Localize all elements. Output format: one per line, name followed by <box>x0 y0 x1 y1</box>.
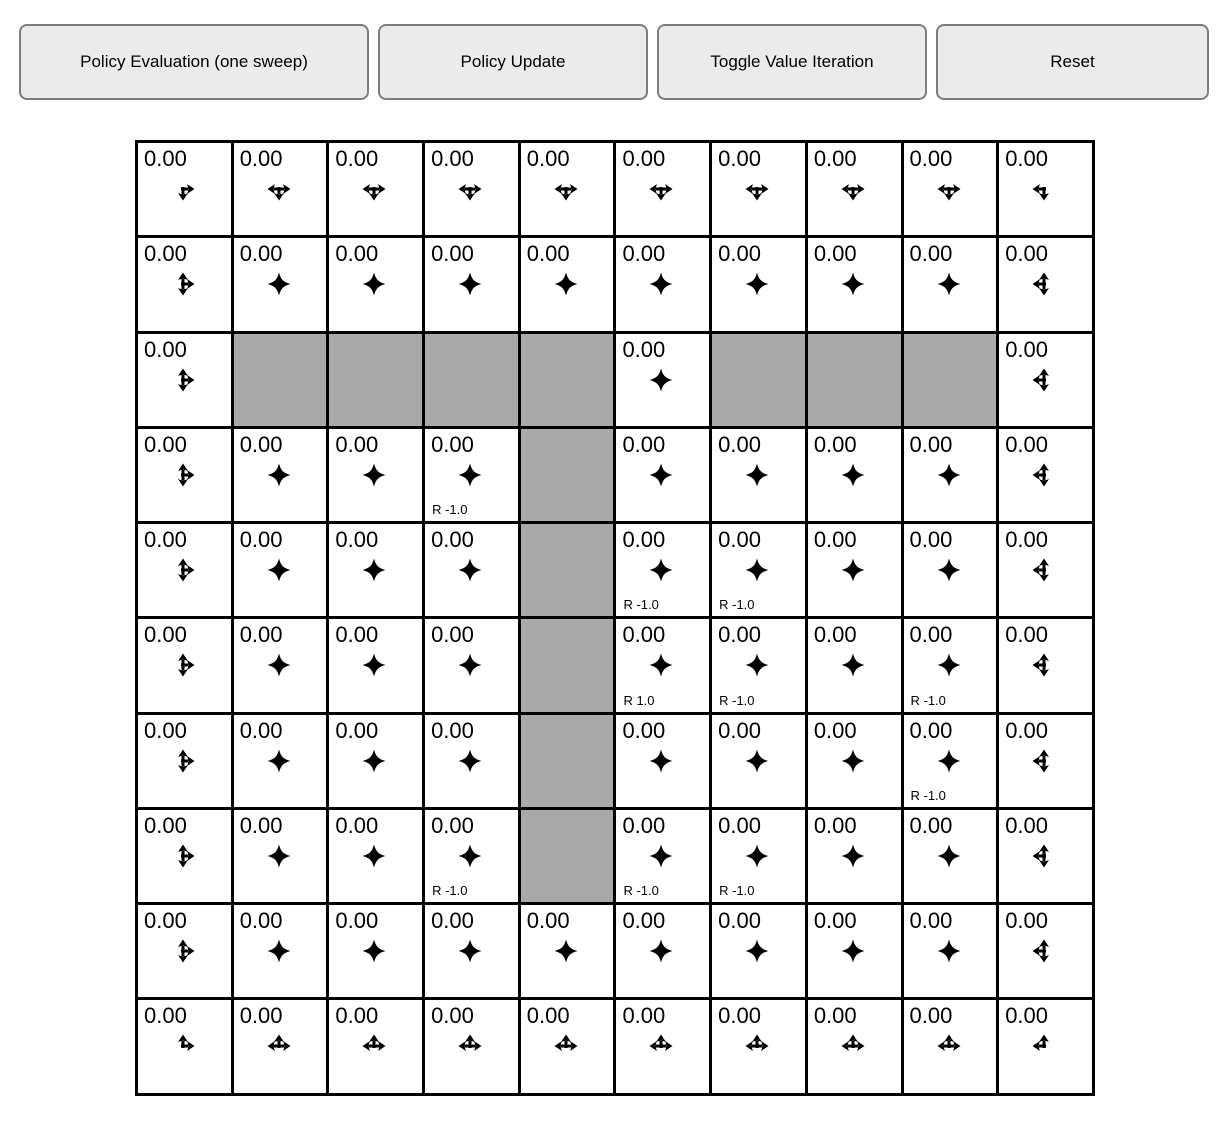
state-value: 0.00 <box>144 241 187 267</box>
state-value: 0.00 <box>909 527 953 552</box>
policy-arrows-icon <box>266 652 292 678</box>
policy-arrows-icon <box>1031 462 1057 488</box>
policy-arrows-icon <box>266 462 292 488</box>
policy-arrows-icon <box>170 1033 196 1059</box>
grid-state-cell[interactable] <box>712 905 805 997</box>
grid-state-cell[interactable] <box>904 715 997 807</box>
state-value: 0.00 <box>239 812 283 838</box>
grid-state-cell[interactable] <box>234 619 327 711</box>
policy-arrows-icon <box>1031 176 1057 202</box>
reward-label: R -1.0 <box>910 692 946 708</box>
policy-arrows-icon <box>1031 843 1057 869</box>
grid-state-cell[interactable] <box>234 524 327 616</box>
state-value: 0.00 <box>1005 717 1049 743</box>
grid-state-cell[interactable] <box>329 429 422 521</box>
policy-arrows-icon <box>457 462 483 488</box>
policy-arrows-icon <box>361 652 387 678</box>
policy-arrows-icon <box>457 176 483 202</box>
policy-arrows-icon <box>361 938 387 964</box>
grid-state-cell[interactable] <box>521 905 614 997</box>
grid-state-cell[interactable] <box>138 810 231 902</box>
policy-arrows-icon <box>1031 367 1057 393</box>
state-value: 0.00 <box>144 1003 187 1029</box>
grid-state-cell[interactable] <box>425 905 518 997</box>
state-value: 0.00 <box>622 908 666 933</box>
grid-wall-cell <box>521 524 614 616</box>
policy-arrows-icon <box>266 557 292 583</box>
grid-state-cell[interactable] <box>234 238 327 330</box>
policy-arrows-icon <box>840 462 866 488</box>
state-value: 0.00 <box>239 527 283 552</box>
state-value: 0.00 <box>813 146 857 171</box>
policy-arrows-icon <box>266 1033 292 1059</box>
policy-arrows-icon <box>744 1033 770 1059</box>
grid-state-cell[interactable] <box>712 1000 805 1092</box>
grid-wall-cell <box>904 334 997 426</box>
policy-arrows-icon <box>457 843 483 869</box>
policy-arrows-icon <box>361 271 387 297</box>
state-value: 0.00 <box>335 241 379 267</box>
state-value: 0.00 <box>813 1003 857 1029</box>
state-value: 0.00 <box>813 622 857 648</box>
policy-arrows-icon <box>648 462 674 488</box>
grid-state-cell[interactable] <box>138 1000 231 1092</box>
state-value: 0.00 <box>239 241 283 267</box>
policy-arrows-icon <box>170 652 196 678</box>
state-value: 0.00 <box>718 431 761 457</box>
policy-arrows-icon <box>840 748 866 774</box>
grid-state-cell[interactable] <box>138 334 231 426</box>
reward-label: R 1.0 <box>623 692 655 708</box>
policy-arrows-icon <box>744 271 770 297</box>
policy-arrows-icon <box>170 843 196 869</box>
state-value: 0.00 <box>431 527 474 552</box>
policy-arrows-icon <box>1031 557 1057 583</box>
grid-state-cell[interactable] <box>808 524 901 616</box>
state-value: 0.00 <box>1005 908 1049 933</box>
state-value: 0.00 <box>622 431 666 457</box>
grid-state-cell[interactable] <box>329 524 422 616</box>
grid-state-cell[interactable] <box>138 619 231 711</box>
reward-label: R -1.0 <box>623 883 659 898</box>
grid-state-cell[interactable] <box>712 810 805 902</box>
state-value: 0.00 <box>909 908 953 933</box>
policy-arrows-icon <box>936 462 962 488</box>
state-value: 0.00 <box>431 1003 474 1029</box>
state-value: 0.00 <box>909 146 953 171</box>
state-value: 0.00 <box>622 146 666 171</box>
policy-arrows-icon <box>840 271 866 297</box>
grid-state-cell[interactable] <box>425 524 518 616</box>
policy-arrows-icon <box>170 367 196 393</box>
policy-arrows-icon <box>553 1033 579 1059</box>
grid-state-cell[interactable] <box>425 810 518 902</box>
grid-state-cell[interactable] <box>999 905 1092 997</box>
grid-state-cell[interactable] <box>712 524 805 616</box>
policy-arrows-icon <box>361 176 387 202</box>
state-value: 0.00 <box>1005 241 1049 267</box>
grid-state-cell[interactable] <box>712 429 805 521</box>
state-value: 0.00 <box>144 717 187 743</box>
grid-state-cell[interactable] <box>329 619 422 711</box>
policy-arrows-icon <box>840 176 866 202</box>
grid-state-cell[interactable] <box>234 905 327 997</box>
state-value: 0.00 <box>909 812 953 838</box>
policy-arrows-icon <box>648 1033 674 1059</box>
policy-arrows-icon <box>266 748 292 774</box>
state-value: 0.00 <box>813 717 857 743</box>
grid-state-cell[interactable] <box>712 143 805 235</box>
policy-arrows-icon <box>744 843 770 869</box>
grid-state-cell[interactable] <box>712 619 805 711</box>
grid-state-cell[interactable] <box>425 143 518 235</box>
policy-arrows-icon <box>1031 1033 1057 1059</box>
reward-label: R -1.0 <box>623 597 659 613</box>
reward-label: R -1.0 <box>432 883 468 898</box>
state-value: 0.00 <box>335 908 379 933</box>
policy-arrows-icon <box>457 652 483 678</box>
policy-arrows-icon <box>840 1033 866 1059</box>
grid-state-cell[interactable] <box>808 1000 901 1092</box>
policy-arrows-icon <box>361 1033 387 1059</box>
state-value: 0.00 <box>718 717 761 743</box>
state-value: 0.00 <box>622 812 666 838</box>
policy-arrows-icon <box>266 938 292 964</box>
grid-state-cell[interactable] <box>329 905 422 997</box>
state-value: 0.00 <box>431 241 474 267</box>
grid-wall-cell <box>521 429 614 521</box>
state-value: 0.00 <box>718 908 761 933</box>
grid-state-cell[interactable] <box>999 524 1092 616</box>
policy-arrows-icon <box>744 938 770 964</box>
grid-state-cell[interactable] <box>999 810 1092 902</box>
policy-arrows-icon <box>170 271 196 297</box>
grid-state-cell[interactable] <box>999 143 1092 235</box>
policy-arrows-icon <box>744 557 770 583</box>
toggle-value-iteration-button[interactable]: Toggle Value Iteration <box>657 24 927 100</box>
grid-state-cell[interactable] <box>616 143 709 235</box>
grid-wall-cell <box>521 334 614 426</box>
state-value: 0.00 <box>813 812 857 838</box>
policy-arrows-icon <box>361 843 387 869</box>
state-value: 0.00 <box>813 908 857 933</box>
policy-arrows-icon <box>553 176 579 202</box>
grid-state-cell[interactable] <box>234 429 327 521</box>
grid-wall-cell <box>425 334 518 426</box>
policy-arrows-icon <box>170 557 196 583</box>
grid-state-cell[interactable] <box>521 143 614 235</box>
grid-state-cell[interactable] <box>425 429 518 521</box>
policy-arrows-icon <box>1031 271 1057 297</box>
grid-state-cell[interactable] <box>808 238 901 330</box>
policy-update-button[interactable]: Policy Update <box>378 24 648 100</box>
policy-arrows-icon <box>744 652 770 678</box>
state-value: 0.00 <box>431 622 474 648</box>
policy-arrows-icon <box>457 1033 483 1059</box>
state-value: 0.00 <box>239 717 283 743</box>
state-value: 0.00 <box>909 622 953 648</box>
grid-wall-cell <box>521 810 614 902</box>
reward-label: R -1.0 <box>432 502 468 517</box>
state-value: 0.00 <box>526 241 570 267</box>
state-value: 0.00 <box>526 146 570 171</box>
grid-state-cell[interactable] <box>808 429 901 521</box>
state-value: 0.00 <box>144 812 187 838</box>
state-value: 0.00 <box>813 431 857 457</box>
grid-state-cell[interactable] <box>616 524 709 616</box>
grid-state-cell[interactable] <box>425 619 518 711</box>
policy-arrows-icon <box>553 938 579 964</box>
grid-state-cell[interactable] <box>616 905 709 997</box>
grid-state-cell[interactable] <box>712 238 805 330</box>
state-value: 0.00 <box>239 146 283 171</box>
state-value: 0.00 <box>622 1003 666 1029</box>
state-value: 0.00 <box>431 717 474 743</box>
policy-arrows-icon <box>648 748 674 774</box>
grid-wall-cell <box>521 715 614 807</box>
policy-arrows-icon <box>170 748 196 774</box>
policy-arrows-icon <box>840 652 866 678</box>
state-value: 0.00 <box>335 527 379 552</box>
grid-state-cell[interactable] <box>234 143 327 235</box>
state-value: 0.00 <box>622 527 666 552</box>
grid-state-cell[interactable] <box>616 238 709 330</box>
policy-arrows-icon <box>936 843 962 869</box>
state-value: 0.00 <box>335 717 379 743</box>
state-value: 0.00 <box>335 431 379 457</box>
state-value: 0.00 <box>622 622 666 648</box>
state-value: 0.00 <box>718 1003 761 1029</box>
policy-arrows-icon <box>936 176 962 202</box>
grid-state-cell[interactable] <box>904 905 997 997</box>
state-value: 0.00 <box>144 908 187 933</box>
grid-state-cell[interactable] <box>999 1000 1092 1092</box>
state-value: 0.00 <box>1005 527 1049 552</box>
grid-state-cell[interactable] <box>999 429 1092 521</box>
grid-state-cell[interactable] <box>138 715 231 807</box>
state-value: 0.00 <box>335 812 379 838</box>
state-value: 0.00 <box>909 1003 953 1029</box>
grid-state-cell[interactable] <box>712 715 805 807</box>
grid-state-cell[interactable] <box>234 715 327 807</box>
state-value: 0.00 <box>239 908 283 933</box>
state-value: 0.00 <box>144 146 187 171</box>
grid-state-cell[interactable] <box>616 619 709 711</box>
state-value: 0.00 <box>431 908 474 933</box>
grid-state-cell[interactable] <box>616 1000 709 1092</box>
state-value: 0.00 <box>239 1003 283 1029</box>
state-value: 0.00 <box>813 241 857 267</box>
grid-state-cell[interactable] <box>616 810 709 902</box>
policy-arrows-icon <box>457 557 483 583</box>
state-value: 0.00 <box>431 431 474 457</box>
grid-state-cell[interactable] <box>425 238 518 330</box>
state-value: 0.00 <box>1005 812 1049 838</box>
grid-state-cell[interactable] <box>999 619 1092 711</box>
policy-arrows-icon <box>266 271 292 297</box>
policy-arrows-icon <box>1031 748 1057 774</box>
policy-arrows-icon <box>1031 938 1057 964</box>
policy-arrows-icon <box>553 271 579 297</box>
state-value: 0.00 <box>1005 431 1049 457</box>
state-value: 0.00 <box>335 146 379 171</box>
policy-arrows-icon <box>361 748 387 774</box>
reward-label: R -1.0 <box>910 787 946 803</box>
grid-wall-cell <box>329 334 422 426</box>
policy-arrows-icon <box>648 176 674 202</box>
policy-arrows-icon <box>457 938 483 964</box>
policy-arrows-icon <box>648 367 674 393</box>
grid-wall-cell <box>234 334 327 426</box>
grid-wall-cell <box>712 334 805 426</box>
policy-arrows-icon <box>457 748 483 774</box>
grid-state-cell[interactable] <box>425 1000 518 1092</box>
grid-state-cell[interactable] <box>904 810 997 902</box>
grid-state-cell[interactable] <box>521 238 614 330</box>
policy-arrows-icon <box>936 557 962 583</box>
state-value: 0.00 <box>1005 622 1049 648</box>
policy-arrows-icon <box>170 176 196 202</box>
policy-arrows-icon <box>266 843 292 869</box>
grid-state-cell[interactable] <box>999 238 1092 330</box>
state-value: 0.00 <box>622 336 666 362</box>
policy-arrows-icon <box>744 176 770 202</box>
state-value: 0.00 <box>144 622 187 648</box>
grid-state-cell[interactable] <box>138 905 231 997</box>
policy-arrows-icon <box>936 938 962 964</box>
grid-state-cell[interactable] <box>138 143 231 235</box>
state-value: 0.00 <box>909 241 953 267</box>
grid-state-cell[interactable] <box>521 1000 614 1092</box>
policy-arrows-icon <box>648 557 674 583</box>
state-value: 0.00 <box>718 812 761 838</box>
grid-state-cell[interactable] <box>808 810 901 902</box>
state-value: 0.00 <box>718 622 761 648</box>
grid-state-cell[interactable] <box>329 238 422 330</box>
policy-arrows-icon <box>744 462 770 488</box>
grid-state-cell[interactable] <box>808 715 901 807</box>
policy-arrows-icon <box>936 271 962 297</box>
state-value: 0.00 <box>1005 1003 1049 1029</box>
policy-arrows-icon <box>936 748 962 774</box>
grid-state-cell[interactable] <box>329 715 422 807</box>
state-value: 0.00 <box>431 146 474 171</box>
grid-state-cell[interactable] <box>234 1000 327 1092</box>
grid-wall-cell <box>521 619 614 711</box>
state-value: 0.00 <box>909 431 953 457</box>
reward-label: R -1.0 <box>719 597 755 613</box>
grid-state-cell[interactable] <box>904 238 997 330</box>
policy-arrows-icon <box>1031 652 1057 678</box>
state-value: 0.00 <box>1005 146 1049 171</box>
state-value: 0.00 <box>813 527 857 552</box>
state-value: 0.00 <box>909 717 953 743</box>
grid-state-cell[interactable] <box>138 524 231 616</box>
state-value: 0.00 <box>431 812 474 838</box>
policy-arrows-icon <box>648 938 674 964</box>
grid-state-cell[interactable] <box>904 1000 997 1092</box>
policy-arrows-icon <box>744 748 770 774</box>
grid-state-cell[interactable] <box>329 810 422 902</box>
state-value: 0.00 <box>718 146 761 171</box>
grid-state-cell[interactable] <box>999 334 1092 426</box>
grid-state-cell[interactable] <box>904 429 997 521</box>
grid-state-cell[interactable] <box>138 429 231 521</box>
policy-arrows-icon <box>840 843 866 869</box>
state-value: 0.00 <box>526 908 570 933</box>
grid-wall-cell <box>808 334 901 426</box>
grid-state-cell[interactable] <box>904 524 997 616</box>
policy-arrows-icon <box>457 271 483 297</box>
state-value: 0.00 <box>622 241 666 267</box>
grid-state-cell[interactable] <box>904 143 997 235</box>
state-value: 0.00 <box>526 1003 570 1029</box>
state-value: 0.00 <box>239 622 283 648</box>
policy-arrows-icon <box>648 843 674 869</box>
policy-arrows-icon <box>840 557 866 583</box>
grid-state-cell[interactable] <box>234 810 327 902</box>
toolbar <box>19 24 1209 100</box>
reset-button[interactable]: Reset <box>936 24 1209 100</box>
policy-arrows-icon <box>936 1033 962 1059</box>
grid-state-cell[interactable] <box>616 429 709 521</box>
state-value: 0.00 <box>144 527 187 552</box>
grid-state-cell[interactable] <box>616 334 709 426</box>
state-value: 0.00 <box>144 431 187 457</box>
grid-state-cell[interactable] <box>138 238 231 330</box>
reward-label: R -1.0 <box>719 692 755 708</box>
state-value: 0.00 <box>718 527 761 552</box>
grid-state-cell[interactable] <box>808 619 901 711</box>
reward-label: R -1.0 <box>719 883 755 898</box>
grid-state-cell[interactable] <box>329 143 422 235</box>
policy-arrows-icon <box>648 271 674 297</box>
policy-arrows-icon <box>266 176 292 202</box>
grid-state-cell[interactable] <box>808 143 901 235</box>
grid-state-cell[interactable] <box>999 715 1092 807</box>
grid-state-cell[interactable] <box>329 1000 422 1092</box>
state-value: 0.00 <box>1005 336 1049 362</box>
grid-state-cell[interactable] <box>808 905 901 997</box>
state-value: 0.00 <box>239 431 283 457</box>
policy-arrows-icon <box>361 557 387 583</box>
policy-arrows-icon <box>936 652 962 678</box>
policy-arrows-icon <box>170 462 196 488</box>
policy-arrows-icon <box>648 652 674 678</box>
grid-state-cell[interactable] <box>904 619 997 711</box>
state-value: 0.00 <box>335 1003 379 1029</box>
state-value: 0.00 <box>144 336 187 362</box>
gridworld <box>135 140 1095 1096</box>
grid-state-cell[interactable] <box>425 715 518 807</box>
policy-arrows-icon <box>361 462 387 488</box>
policy-evaluation-button[interactable]: Policy Evaluation (one sweep) <box>19 24 369 100</box>
grid-state-cell[interactable] <box>616 715 709 807</box>
state-value: 0.00 <box>335 622 379 648</box>
state-value: 0.00 <box>622 717 666 743</box>
policy-arrows-icon <box>840 938 866 964</box>
policy-arrows-icon <box>170 938 196 964</box>
state-value: 0.00 <box>718 241 761 267</box>
